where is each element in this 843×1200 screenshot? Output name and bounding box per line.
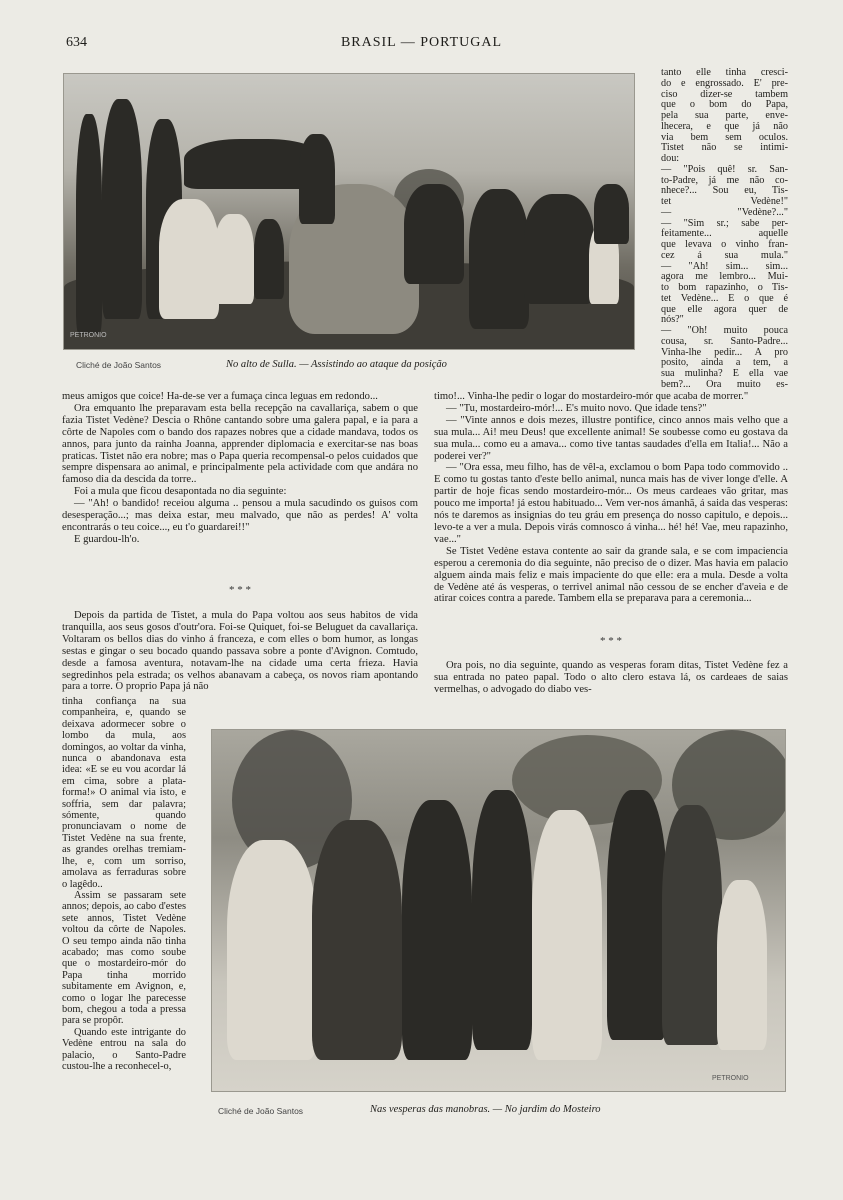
paragraph: tinha confiança na sua companheira, e, quando se deixava adormecer sobre o lombo da mula, aos domingos, ao voltar da vinha, nunca o abandonava esta idea: «E se eu vou acordar lá em cima, sobre a plata-forma!» O animal via isto, e soffria, sem dar palavra; sómente, quando pronunciavam o nome de Tistet Vedène na sua frente, as grandes orelhas tremiam-lhe, e, com um sorriso, amolava as ferraduras sobre o lagêdo.. [62, 696, 186, 890]
text-line: que levava o vinho fran- [661, 239, 788, 250]
text-line: bem?... Ora muito es- [661, 378, 788, 390]
text-line: cez á sua mula." [661, 249, 788, 261]
paragraph: Ora pois, no dia seguinte, quando as vesperas foram ditas, Tistet Vedène fez a sua entrada no pateo papal. Todo o alto clero estava lá, os cardeaes de saias vermelhas, o advogado do diabo ves- [434, 660, 788, 695]
text-line: feitamente... aquelle [661, 228, 788, 240]
section-break-left: * * * [229, 584, 251, 596]
photo-top [63, 73, 635, 350]
text-line: sua mulinha? E ella vae [661, 368, 788, 379]
text-line: — "Vedène?..." [661, 206, 788, 218]
left-column-mid [62, 391, 418, 546]
page-number: 634 [66, 35, 87, 50]
paragraph: Foi a mula que ficou desapontada no dia seguinte: [74, 486, 287, 498]
running-header: BRASIL — PORTUGAL [340, 35, 503, 50]
text-line: lhecera, e que já não [661, 120, 788, 132]
paragraph: Ora emquanto lhe preparavam esta bella recepção na cavallariça, sabem o que fazia Tistet Vedène? Descia o Rhône cantando sobre uma galera papal, e ia para a côrte de Napoles com o bando dos rapazes nobres que a cidade mandava, todos os annos, para junto da rainha Joanna, apprender diplomacia e exercitar-se nas boas praticas. Tistet não era nobre; mas o Papa queria recompensal-o pelos cuidados que sempre dispensara ao animal, e principalmente pela actividade com que andára no famoso dia da descida da torre.. [62, 402, 418, 486]
text-line: nhece?... Sou eu, Tis- [661, 185, 788, 197]
right-column-after-stars [434, 660, 788, 696]
left-column-after-stars [62, 610, 418, 693]
text-line: Tistet não se intimi- [661, 142, 788, 154]
text-line: que o bom do Papa, [661, 99, 788, 111]
photo-top-credit: Cliché de João Santos [76, 360, 162, 370]
right-column-top [661, 68, 788, 391]
paragraph: timo!... Vinha-lhe pedir o logar do mostardeiro-mór que acaba de morrer." [434, 391, 749, 402]
photo-bottom-credit: Cliché de João Santos [218, 1106, 304, 1116]
text-line: — "Ah! sim... sim... [661, 260, 788, 272]
text-line: tet Vedène... E o que é [661, 292, 788, 304]
text-line: — "Sim sr.; sabe per- [661, 217, 788, 229]
text-line: dou: [661, 153, 680, 164]
photo-bottom-signature: PETRONIO [712, 1075, 749, 1082]
paragraph: Assim se passaram sete annos; depois, ao cabo d'estes sete annos, Tistet Vedène voltou da côrte de Napoles. O seu tempo ainda não tinha acabado; mas como soube que o mostardeiro-mór do Papa tinha morrido subitamente em Avignon, e, como o logar lhe parecesse bom, chegou a toda a pressa para se propôr. [62, 889, 186, 1027]
text-line: — "Pois quê! sr. San- [661, 163, 788, 175]
text-line: to-Padre, já me não co- [661, 174, 788, 186]
paragraph: Quando este intrigante do Vedène entrou na sala do palacio, o Santo-Padre custou-lhe a reconhecel-o, [62, 1026, 186, 1072]
text-line: nós?" [661, 314, 684, 326]
text-line: tet Vedène!" [661, 196, 788, 207]
photo-top-caption: No alto de Sulla. — Assistindo ao ataque da posição [226, 359, 447, 370]
text-line: via bem sem oculos. [661, 131, 788, 143]
text-line: tanto elle tinha cresci- [661, 67, 788, 78]
text-line: pela sua parte, enve- [661, 110, 788, 121]
text-line: ciso dizer-se tambem [661, 88, 788, 100]
text-line: do e engrossado. E' pre- [661, 77, 788, 89]
right-column-mid [434, 391, 788, 605]
photo-bottom-caption: Nas vesperas das manobras. — No jardim do Mosteiro [370, 1104, 601, 1115]
paragraph: — "Vinte annos e dois mezes, illustre pontifice, cinco annos mais velho que a sua mula... Ai! meu Deus! que excellente animal! Se soubesse como eu gostava da sua mula... como eu a amava... como tive tantas saudades d'ella em Italia!... Não a poderei ver?" [434, 414, 788, 462]
photo-bottom [211, 729, 786, 1092]
text-line: to bom rapazinho, o Tis- [661, 282, 788, 293]
paragraph: — "Tu, mostardeiro-mór!... E's muito novo. Que idade tens?" [446, 402, 707, 414]
paragraph: Depois da partida de Tistet, a mula do Papa voltou aos seus habitos de vida tranquilla, aos seus gosos d'outr'ora. Foi-se Quiquet, foi-se Beluguet da cavallariça. Voltaram os bellos dias do vinho á franceza, e com elles o bom humor, as longas sestas e gingar o seu bocado quando passava sobre a ponte d'Avignon. Comtudo, desde a famosa aventura, notavam-lhe na cidade uma certa frieza. Havia segredinhos pela estrada; os velhos abanavam a cabeça, os novos riam apontando para a torre. O proprio Papa já não [62, 610, 418, 693]
paragraph: Se Tistet Vedène estava contente ao sair da grande sala, e se com impaciencia esperou a ceremonia do dia seguinte, não preciso de o dizer. Mas havia em palacio alguem ainda mais feliz e mais impaciente do que elle: era a mula. Desde a volta de Vedène até ás vesperas, o terrivel animal não cessou de se encher d'aveia e de atirar coices contra a parede. Tambem ella se preparava para a ceremonia... [434, 545, 788, 605]
paragraph: meus amigos que coice! Ha-de-se ver a fumaça cinca leguas em redondo... [62, 391, 378, 402]
text-line: agora me lembro... Mui- [661, 271, 788, 283]
paragraph: — "Ah! o bandido! receiou alguma .. pensou a mula sacudindo os guisos com desesperação...; mas deixa estar, meu malvado, que não as perdes! A' volta encontrarás o teu coice..., eu t'o guardarei!!" [62, 498, 418, 533]
paragraph: E guardou-lh'o. [74, 533, 140, 545]
text-line: que elle agora quer de [661, 303, 788, 315]
text-line: Vinha-lhe pedir... A pro [661, 346, 788, 358]
text-line: posito, ainda a tem, a [661, 357, 788, 369]
section-break-right: * * * [600, 635, 622, 647]
paragraph: — "Ora essa, meu filho, has de vêl-a, exclamou o bom Papa todo commovido .. E como tu gostas tanto d'este bello animal, nunca mais has de viver longe d'elle. A partir de hoje ficas sendo mostardeiro-mór... Os meus cardeaes vão gritar, mas pouco me importa! já estou habituado... Vem ver-nos ámanhã, á saida das vesperas: nós te daremos as insignias do teu gráu em presença do nosso capitulo, e depois... levo-te a ver a mula. Depois virás comnosco á vinha... hé! hé! Vae, meu rapazinho, vae..." [434, 462, 788, 545]
text-line: cousa, sr. Santo-Padre... [661, 335, 788, 347]
photo-top-signature: PETRONIO [70, 332, 107, 339]
text-line: — "Oh! muito pouca [661, 325, 788, 336]
narrow-column [62, 696, 186, 1072]
